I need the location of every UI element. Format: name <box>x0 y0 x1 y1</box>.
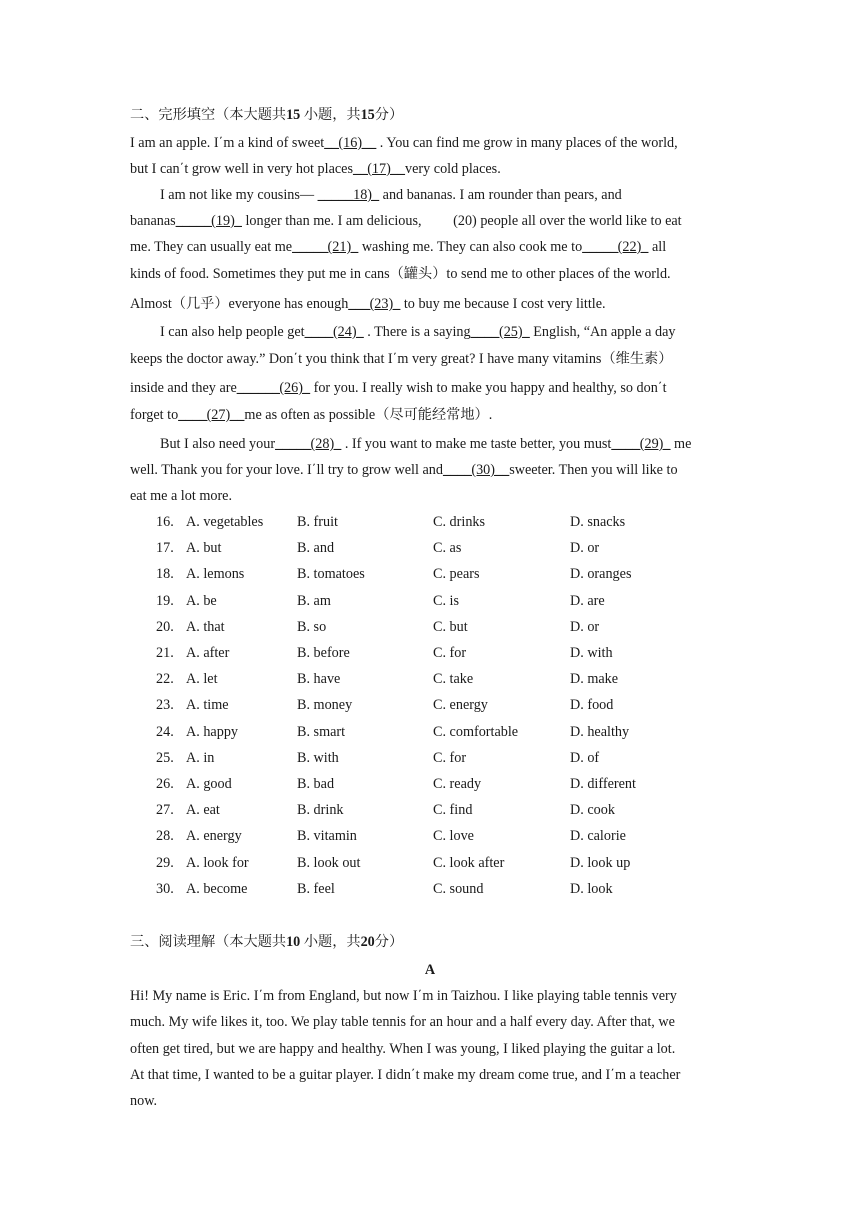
passage-line <box>130 264 671 284</box>
passage-line <box>130 486 232 506</box>
passage-line <box>130 237 666 257</box>
blank-24: ____(24)_ <box>304 324 364 340</box>
option-d: D. with <box>570 645 613 661</box>
option-c: C. is <box>433 592 460 609</box>
passage-text: . You can find me grow in many places of the world, <box>379 135 678 151</box>
passage-text: to buy me because I cost very little. <box>403 296 606 312</box>
option-a: A. but <box>186 540 222 557</box>
option-b: B. am <box>297 592 331 609</box>
passage-text: keeps the doctor away.” Don΄t you think that I΄m very great? I have many vitamins（维生素） <box>130 351 673 367</box>
passage-text: very cold places. <box>405 161 501 177</box>
passage-text: I am not like my cousins— <box>160 187 315 203</box>
passage-text: English, “An apple a day <box>533 324 676 340</box>
passage-line <box>160 185 622 205</box>
option-c: C. energy <box>433 697 488 714</box>
heading-text: 二、完形填空（本大题共 <box>130 107 287 123</box>
passage-line <box>130 460 678 480</box>
blank-21: _____(21)_ <box>292 239 359 255</box>
passage-text: kinds of food. Sometimes they put me in cans（罐头）to send me to other places of the world. <box>130 266 671 282</box>
passage-text: Almost（几乎）everyone has enough <box>130 296 349 312</box>
reading-line: much. My wife likes it, too. We play table tennis for an hour and a half every day. After that, we <box>130 1014 675 1030</box>
option-b: B. vitamin <box>297 828 357 845</box>
blank-19: _____(19)_ <box>175 213 242 229</box>
score-total: 20 <box>360 934 375 950</box>
option-a: A. time <box>186 697 229 714</box>
passage-line <box>130 405 492 425</box>
option-d: D. of <box>570 749 600 766</box>
question-number: 23. <box>156 697 174 714</box>
question-count: 10 <box>286 934 301 950</box>
reading-line: Hi! My name is Eric. I΄m from England, but now I΄m in Taizhou. I like playing table tennis very <box>130 988 677 1004</box>
blank-28: _____(28)_ <box>275 436 342 452</box>
passage-text: and bananas. I am rounder than pears, and <box>382 187 622 203</box>
passage-line <box>130 349 672 369</box>
passage-line <box>130 378 667 398</box>
passage-text: people all over the world like to eat <box>480 213 682 229</box>
passage-text: bananas <box>130 213 176 229</box>
heading-text: 分） <box>374 107 404 123</box>
option-b: B. bad <box>297 776 335 792</box>
option-c: C. look after <box>433 854 505 871</box>
passage-text: me as often as possible（尽可能经常地）. <box>244 407 493 423</box>
option-b: B. fruit <box>297 514 338 530</box>
option-b: B. so <box>297 618 327 635</box>
question-number: 16. <box>156 514 174 530</box>
question-count: 15 <box>286 107 301 123</box>
question-number: 29. <box>156 854 174 871</box>
question-number: 17. <box>156 540 174 557</box>
passage-text: all <box>651 239 667 255</box>
option-a: A. be <box>186 592 217 609</box>
option-c: C. pears <box>433 566 480 583</box>
passage-line <box>160 434 691 454</box>
passage-text: me. They can usually eat me <box>130 239 293 255</box>
option-d: D. or <box>570 540 600 557</box>
option-c: C. sound <box>433 880 484 897</box>
option-a: A. energy <box>186 828 242 845</box>
option-c: C. comfortable <box>433 723 519 740</box>
option-c: C. for <box>433 749 467 766</box>
option-d: D. make <box>570 671 619 688</box>
passage-text: inside and they are <box>130 380 237 396</box>
option-a: A. look for <box>186 854 249 871</box>
passage-text: well. Thank you for your love. I΄ll try to grow well and <box>130 462 443 478</box>
blank-17: __(17)__ <box>353 161 406 177</box>
option-a: A. good <box>186 776 232 792</box>
blank-26: ______(26)_ <box>236 380 311 396</box>
option-b: B. before <box>297 645 350 661</box>
section-2-heading <box>130 105 403 125</box>
option-a: A. happy <box>186 723 239 740</box>
passage-text: for you. I really wish to make you happy and healthy, so don΄t <box>313 380 667 396</box>
passage-text: sweeter. Then you will like to <box>509 462 678 478</box>
option-c: C. for <box>433 645 467 661</box>
passage-text: me <box>674 436 692 452</box>
passage-text: But I also need your <box>160 436 276 452</box>
option-d: D. or <box>570 618 600 635</box>
blank-30: ____(30)__ <box>442 462 510 478</box>
option-a: A. in <box>186 749 215 766</box>
option-d: D. calorie <box>570 828 626 845</box>
option-a: A. eat <box>186 802 220 819</box>
passage-text: forget to <box>130 407 179 423</box>
option-a: A. lemons <box>186 566 245 583</box>
option-b: B. money <box>297 697 353 714</box>
heading-text: 小题，共 <box>303 107 361 123</box>
passage-line <box>130 211 682 231</box>
option-d: D. oranges <box>570 566 632 583</box>
option-b: B. have <box>297 671 341 688</box>
blank-27: ____(27)__ <box>178 407 245 423</box>
heading-text: 小题，共 <box>303 934 361 950</box>
reading-line: At that time, I wanted to be a guitar player. I didn΄t make my dream come true, and I΄m a teacher <box>130 1067 681 1083</box>
option-b: B. look out <box>297 854 361 871</box>
option-a: A. vegetables <box>186 514 264 530</box>
passage-text: but I can΄t grow well in very hot places <box>130 161 353 177</box>
blank-25: ____(25)_ <box>470 324 530 340</box>
passage-text: longer than me. I am delicious, <box>245 213 422 229</box>
option-d: D. snacks <box>570 514 626 530</box>
option-c: C. find <box>433 802 473 819</box>
option-c: C. but <box>433 618 468 635</box>
option-b: B. with <box>297 749 339 766</box>
question-number: 30. <box>156 880 174 897</box>
option-c: C. take <box>433 671 474 688</box>
option-c: C. ready <box>433 776 482 792</box>
question-number: 24. <box>156 723 174 740</box>
passage-line <box>130 159 501 179</box>
option-a: A. become <box>186 880 248 897</box>
passage-text: I can also help people get <box>160 324 305 340</box>
question-number: 28. <box>156 828 174 845</box>
heading-text: 三、阅读理解（本大题共 <box>130 934 287 950</box>
reading-line: often get tired, but we are happy and healthy. When I was young, I liked playing the guitar a lot. <box>130 1041 676 1057</box>
option-b: B. and <box>297 540 335 557</box>
option-c: C. as <box>433 540 462 557</box>
passage-line <box>160 322 675 342</box>
option-d: D. different <box>570 776 636 792</box>
question-number: 21. <box>156 645 174 661</box>
passage-text: I am an apple. I΄m a kind of sweet <box>130 135 325 151</box>
option-d: D. healthy <box>570 723 630 740</box>
option-c: C. drinks <box>433 514 486 530</box>
option-a: A. after <box>186 645 230 661</box>
part-label: A <box>424 962 436 978</box>
option-d: D. look <box>570 880 613 897</box>
option-d: D. cook <box>570 802 615 819</box>
option-a: A. that <box>186 618 225 635</box>
blank-22: _____(22)_ <box>582 239 649 255</box>
passage-line <box>130 133 678 153</box>
option-d: D. food <box>570 697 614 714</box>
passage-text: . If you want to make me taste better, you must <box>344 436 612 452</box>
passage-text: washing me. They can also cook me to <box>361 239 583 255</box>
option-b: B. drink <box>297 802 344 819</box>
reading-line: now. <box>130 1093 158 1109</box>
question-number: 27. <box>156 802 174 819</box>
option-d: D. look up <box>570 854 631 871</box>
option-b: B. feel <box>297 880 335 897</box>
option-d: D. are <box>570 592 605 609</box>
blank-20: (20) <box>453 213 477 229</box>
score-total: 15 <box>360 107 375 123</box>
question-number: 20. <box>156 618 174 635</box>
option-b: B. smart <box>297 723 346 740</box>
blank-18: _____18)_ <box>317 187 380 203</box>
question-number: 25. <box>156 749 174 766</box>
question-number: 18. <box>156 566 174 583</box>
passage-text: . There is a saying <box>367 324 471 340</box>
option-c: C. love <box>433 828 474 845</box>
question-number: 26. <box>156 776 174 792</box>
passage-line <box>130 294 606 314</box>
question-number: 22. <box>156 671 174 688</box>
blank-23: ___(23)_ <box>348 296 401 312</box>
question-number: 19. <box>156 592 174 609</box>
section-3-heading <box>130 932 403 952</box>
blank-29: ____(29)_ <box>611 436 671 452</box>
option-b: B. tomatoes <box>297 566 365 583</box>
blank-16: __(16)__ <box>324 135 377 151</box>
heading-text: 分） <box>374 934 404 950</box>
passage-text: eat me a lot more. <box>130 488 233 504</box>
option-a: A. let <box>186 671 218 688</box>
